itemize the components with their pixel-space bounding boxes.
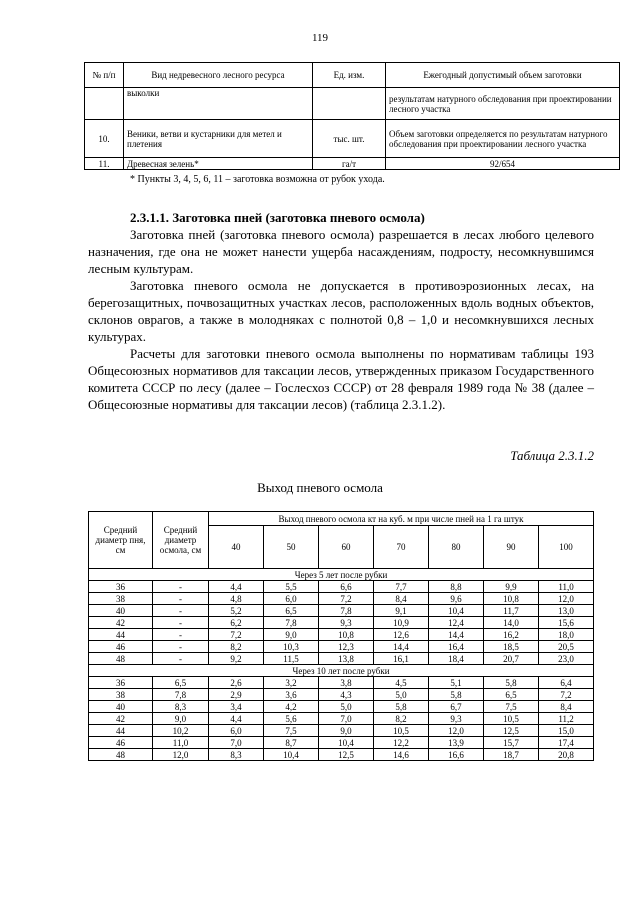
table-cell: 42	[89, 617, 153, 629]
table-cell: 14,0	[484, 617, 539, 629]
header-stump-count: 50	[264, 526, 319, 569]
cell-volume: Объем заготовки определяется по результатам натурного обследования при проектировании лесного участка	[386, 120, 620, 158]
table-cell: 16,4	[429, 641, 484, 653]
table-cell: -	[153, 653, 209, 665]
section-body	[88, 209, 594, 413]
cell-unit: га/т	[313, 158, 386, 170]
table-cell: 4,4	[209, 581, 264, 593]
table-cell: 20,5	[539, 641, 594, 653]
table-cell: 10,5	[374, 725, 429, 737]
table-cell: 8,7	[264, 737, 319, 749]
table-cell: 2,6	[209, 677, 264, 689]
table-cell: 9,1	[374, 605, 429, 617]
table-cell: 9,9	[484, 581, 539, 593]
table-cell: 7,8	[153, 689, 209, 701]
table-cell: 6,6	[319, 581, 374, 593]
section-title: Через 10 лет после рубки	[89, 665, 594, 677]
cell-volume: результатам натурного обследования при проектировании лесного участка	[386, 88, 620, 120]
header-no: № п/п	[85, 63, 124, 88]
table-cell: 7,2	[209, 629, 264, 641]
table-cell: 16,2	[484, 629, 539, 641]
section-title: Через 5 лет после рубки	[89, 569, 594, 581]
table-cell: 13,8	[319, 653, 374, 665]
table-cell: 4,3	[319, 689, 374, 701]
tar-yield-table	[88, 511, 594, 761]
table-row	[89, 629, 594, 641]
table-cell: 46	[89, 641, 153, 653]
table-cell: 44	[89, 725, 153, 737]
table-cell: 3,6	[264, 689, 319, 701]
table-label: Таблица 2.3.1.2	[510, 448, 594, 463]
table-cell: 8,4	[539, 701, 594, 713]
section-row	[89, 665, 594, 677]
table-cell: 6,5	[153, 677, 209, 689]
table-cell: 8,2	[209, 641, 264, 653]
table-cell: 6,7	[429, 701, 484, 713]
header-stump-count: 70	[374, 526, 429, 569]
table-cell: 7,2	[539, 689, 594, 701]
table-cell: 5,1	[429, 677, 484, 689]
table-row	[89, 701, 594, 713]
table-cell: 3,8	[319, 677, 374, 689]
table-cell: 9,0	[153, 713, 209, 725]
table-cell: 14,4	[429, 629, 484, 641]
table-cell: 15,7	[484, 737, 539, 749]
header-unit: Ед. изм.	[313, 63, 386, 88]
table-cell: -	[153, 593, 209, 605]
table-cell: 11,2	[539, 713, 594, 725]
header-tar-diameter: Средний диаметр осмола, см	[153, 512, 209, 569]
table-cell: 36	[89, 581, 153, 593]
table-cell: 10,4	[319, 737, 374, 749]
table-row	[89, 641, 594, 653]
table-cell: 9,0	[264, 629, 319, 641]
yield-table-header	[89, 512, 594, 526]
table-cell: 18,7	[484, 749, 539, 761]
table-cell: 12,5	[319, 749, 374, 761]
table-cell: 7,2	[319, 593, 374, 605]
table-cell: 10,5	[484, 713, 539, 725]
cell-unit	[313, 88, 386, 120]
table-row	[85, 120, 620, 158]
table-row	[89, 653, 594, 665]
table-cell: 7,5	[484, 701, 539, 713]
table-cell: 10,9	[374, 617, 429, 629]
table-cell: 3,2	[264, 677, 319, 689]
table-cell: -	[153, 617, 209, 629]
table-cell: 40	[89, 605, 153, 617]
table-row	[89, 593, 594, 605]
table-cell: -	[153, 641, 209, 653]
table-cell: 18,5	[484, 641, 539, 653]
table-cell: 10,8	[319, 629, 374, 641]
resource-table	[84, 62, 620, 170]
table-cell: 14,4	[374, 641, 429, 653]
table-row	[89, 749, 594, 761]
header-volume: Ежегодный допустимый объем заготовки	[386, 63, 620, 88]
table-cell: 7,0	[319, 713, 374, 725]
table-cell: 5,5	[264, 581, 319, 593]
table-cell: 10,8	[484, 593, 539, 605]
table-cell: 12,0	[153, 749, 209, 761]
table-cell: 10,4	[429, 605, 484, 617]
table-cell: 11,0	[153, 737, 209, 749]
table-cell: 11,5	[264, 653, 319, 665]
table-cell: 7,0	[209, 737, 264, 749]
table-cell: 14,6	[374, 749, 429, 761]
table-cell: 5,8	[429, 689, 484, 701]
table-title: Выход пневого осмола	[257, 480, 383, 495]
table-cell: 5,0	[319, 701, 374, 713]
table-footnote: * Пункты 3, 4, 5, 6, 11 – заготовка возможна от рубок ухода.	[130, 174, 385, 185]
table-cell: 23,0	[539, 653, 594, 665]
table-cell: 48	[89, 653, 153, 665]
table-cell: 7,8	[264, 617, 319, 629]
cell-kind: Веники, ветви и кустарники для метел и плетения	[124, 120, 313, 158]
table-cell: 4,8	[209, 593, 264, 605]
page-number: 119	[311, 32, 329, 44]
table-cell: 40	[89, 701, 153, 713]
cell-no: 10.	[85, 120, 124, 158]
table-cell: 13,0	[539, 605, 594, 617]
table-cell: 6,0	[264, 593, 319, 605]
header-stump-diameter: Средний диаметр пня, см	[89, 512, 153, 569]
table-cell: 8,4	[374, 593, 429, 605]
table-row	[89, 725, 594, 737]
header-stump-count: 40	[209, 526, 264, 569]
table-cell: 12,3	[319, 641, 374, 653]
table-cell: 15,6	[539, 617, 594, 629]
cell-unit: тыс. шт.	[313, 120, 386, 158]
table-row	[89, 689, 594, 701]
table-cell: 20,7	[484, 653, 539, 665]
table-cell: 4,5	[374, 677, 429, 689]
table-cell: 12,0	[539, 593, 594, 605]
table-cell: 13,9	[429, 737, 484, 749]
table-cell: 5,2	[209, 605, 264, 617]
table-cell: 7,5	[264, 725, 319, 737]
header-stump-count: 60	[319, 526, 374, 569]
table-cell: -	[153, 581, 209, 593]
table-cell: 6,2	[209, 617, 264, 629]
table-cell: 4,2	[264, 701, 319, 713]
table-cell: 17,4	[539, 737, 594, 749]
table-cell: 46	[89, 737, 153, 749]
table-cell: 16,6	[429, 749, 484, 761]
resource-table-header	[85, 63, 620, 88]
cell-no	[85, 88, 124, 120]
table-cell: 10,3	[264, 641, 319, 653]
cell-kind: выколки	[124, 88, 313, 120]
table-row	[89, 677, 594, 689]
table-cell: 6,5	[264, 605, 319, 617]
section-heading: 2.3.1.1. Заготовка пней (заготовка пневого осмола)	[130, 210, 425, 225]
table-row	[85, 88, 620, 120]
table-cell: 18,0	[539, 629, 594, 641]
table-cell: 9,0	[319, 725, 374, 737]
cell-volume: 92/654	[386, 158, 620, 170]
table-cell: 6,5	[484, 689, 539, 701]
table-cell: 8,3	[153, 701, 209, 713]
table-cell: 9,6	[429, 593, 484, 605]
table-cell: 4,4	[209, 713, 264, 725]
table-cell: 8,3	[209, 749, 264, 761]
header-stump-count: 90	[484, 526, 539, 569]
table-cell: 38	[89, 689, 153, 701]
header-kind: Вид недревесного лесного ресурса	[124, 63, 313, 88]
table-cell: 5,8	[484, 677, 539, 689]
table-cell: 15,0	[539, 725, 594, 737]
header-yield-group: Выход пневого осмола кт на куб. м при числе пней на 1 га штук	[209, 512, 594, 526]
table-row	[89, 617, 594, 629]
table-cell: 7,7	[374, 581, 429, 593]
table-cell: 12,5	[484, 725, 539, 737]
table-cell: 6,0	[209, 725, 264, 737]
table-cell: 5,0	[374, 689, 429, 701]
paragraph: Расчеты для заготовки пневого осмола выполнены по нормативам таблицы 193 Общесоюзных нормативов для таксации лесов, утвержденных приказом Государственного комитета СССР по лесу (далее – Гослесхоз СССР) от 28 февраля 1989 года № 38 (далее – Общесоюзные нормативы для таксации лесов) (таблица 2.3.1.2).	[88, 346, 594, 412]
table-cell: -	[153, 605, 209, 617]
table-row	[89, 605, 594, 617]
table-cell: 12,6	[374, 629, 429, 641]
table-cell: 20,8	[539, 749, 594, 761]
cell-kind: Древесная зелень*	[124, 158, 313, 170]
table-cell: 11,7	[484, 605, 539, 617]
header-stump-count: 100	[539, 526, 594, 569]
section-row	[89, 569, 594, 581]
table-cell: -	[153, 629, 209, 641]
table-cell: 38	[89, 593, 153, 605]
paragraph: Заготовка пней (заготовка пневого осмола) разрешается в лесах любого целевого назначения, где она не может нанести ущерба насаждениям, подросту, несомкнувшимся лесным культурам.	[88, 227, 594, 276]
table-cell: 42	[89, 713, 153, 725]
table-cell: 9,3	[319, 617, 374, 629]
table-cell: 16,1	[374, 653, 429, 665]
table-cell: 12,2	[374, 737, 429, 749]
header-stump-count: 80	[429, 526, 484, 569]
table-row	[89, 581, 594, 593]
table-row	[85, 158, 620, 170]
table-cell: 9,3	[429, 713, 484, 725]
table-cell: 6,4	[539, 677, 594, 689]
table-cell: 10,2	[153, 725, 209, 737]
table-cell: 8,2	[374, 713, 429, 725]
table-cell: 10,4	[264, 749, 319, 761]
table-cell: 8,8	[429, 581, 484, 593]
table-cell: 11,0	[539, 581, 594, 593]
table-row	[89, 737, 594, 749]
table-cell: 3,4	[209, 701, 264, 713]
table-cell: 2,9	[209, 689, 264, 701]
table-cell: 12,4	[429, 617, 484, 629]
table-cell: 44	[89, 629, 153, 641]
table-cell: 7,8	[319, 605, 374, 617]
paragraph: Заготовка пневого осмола не допускается в противоэрозионных лесах, на берегозащитных, почвозащитных участках лесов, расположенных вдоль водных объектов, склонов оврагов, а также в молодняках с полнотой 0,8 – 1,0 и несомкнувшихся лесных культурах.	[88, 278, 594, 344]
table-cell: 36	[89, 677, 153, 689]
cell-no: 11.	[85, 158, 124, 170]
table-cell: 18,4	[429, 653, 484, 665]
table-row	[89, 713, 594, 725]
table-cell: 48	[89, 749, 153, 761]
table-cell: 9,2	[209, 653, 264, 665]
table-cell: 5,8	[374, 701, 429, 713]
table-cell: 5,6	[264, 713, 319, 725]
table-cell: 12,0	[429, 725, 484, 737]
